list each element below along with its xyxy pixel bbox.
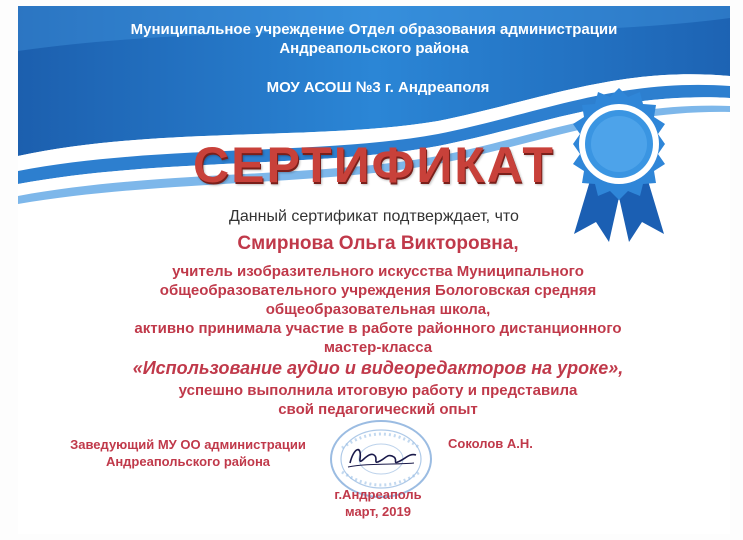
header-line-2: Андреапольского района [279,40,469,57]
recipient-line: учитель изобразительного искусства Муниципального [172,263,584,280]
signatory-position [33,436,343,470]
recipient-line: мастер-класса [323,339,433,356]
school-name: МОУ АСОШ №3 г. Андреаполя [266,79,490,96]
handwritten-signature [344,441,420,471]
recipient-line: общеобразовательная школа, [265,301,491,318]
course-title: «Использование аудио и видеоредакторов на уроке», [132,358,624,378]
result-line: успешно выполнила итоговую работу и представила [178,382,578,399]
certificate-title: СЕРТИФИКАТ [193,137,555,193]
signatory-position-line: Андреапольского района [105,454,271,469]
recipient-name: Смирнова Ольга Викторовна, [237,233,519,254]
recipient-line: общеобразовательного учреждения Бологовская средняя [159,282,597,299]
header-line-1: Муниципальное учреждение Отдел образования администрации [130,21,618,38]
place-and-date [273,486,483,520]
certificate-sheet [18,6,730,534]
signatory-name: Соколов А.Н. [448,436,533,451]
recipient-line: активно принимала участие в работе районного дистанционного [134,320,622,337]
confirmation-text: Данный сертификат подтверждает, что [229,208,519,225]
place: г.Андреаполь [334,487,422,502]
date: март, 2019 [345,504,411,519]
result-line: свой педагогический опыт [278,401,478,418]
signatory-position-line: Заведующий МУ ОО администрации [70,437,306,452]
